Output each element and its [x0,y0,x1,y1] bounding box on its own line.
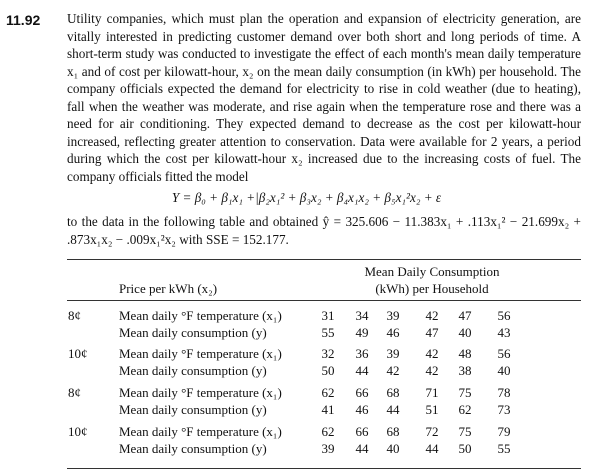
fit-text: to the data in the following table and obtained ŷ = 325.606 − 11.383x₁ + .113x₁² − 21.699x₂ + .873x₁x₂ − .009x₁²x₂ with SSE = 152.177. [67,214,581,247]
temperature-value: 32 [321,346,335,361]
problem-text: Utility companies, which must plan the operation and expansion of electricity generation, are vitally interested in predicting customer demand over both short and long periods of time. A short-term study was conducted to investigate the effect of each month's mean daily temperature x₁ and of cost per kilowatt-hour, x₂ on the mean daily consumption (in kWh) per household. The company officials expected the demand for electricity to rise in cold weather (due to heating), fall when the weather was moderate, and rise again when the temperature rose and there was a need for air conditioning. They expected demand to decrease as the cost per kilowatt-hour increased, reflecting greater attention to conservation. Data were available for 2 years, a period during which the cost per kilowatt-hour x₂ increased due to the increasing costs of fuel. The company officials fitted the model [67,11,581,184]
temperature-value: 42 [425,346,439,361]
consumption-value: 46 [386,325,400,340]
consumption-value: 38 [458,363,472,378]
temperature-value: 66 [355,424,369,439]
temperature-value: 56 [497,346,511,361]
consumption-value: 55 [321,325,335,340]
consumption-value: 42 [425,363,439,378]
consumption-value: 50 [458,441,472,456]
consumption-value: 47 [425,325,439,340]
model-equation: Y = β₀ + β₁x₁ +|β₂x₁² + β₃x₂ + β₄x₁x₂ + β₅x₁²x₂ + ε [171,190,442,205]
consumption-value: 49 [355,325,369,340]
consumption-label: Mean daily consumption (y) [119,325,267,340]
temperature-label: Mean daily °F temperature (x₁) [119,385,282,400]
temperature-value: 75 [458,385,472,400]
consumption-value: 44 [386,402,400,417]
consumption-value: 46 [355,402,369,417]
temperature-value: 68 [386,385,400,400]
price-label: 8¢ [68,385,81,400]
consumption-label: Mean daily consumption (y) [119,363,267,378]
temperature-label: Mean daily °F temperature (x₁) [119,424,282,439]
table-header-rule [67,300,581,301]
temperature-value: 78 [497,385,511,400]
temperature-value: 66 [355,385,369,400]
consumption-label: Mean daily consumption (y) [119,402,267,417]
consumption-value: 44 [355,363,369,378]
header-line-1: Mean Daily Consumption [364,264,500,279]
consumption-value: 62 [458,402,472,417]
consumption-value: 44 [425,441,439,456]
price-label: 10¢ [68,346,88,361]
temperature-value: 75 [458,424,472,439]
consumption-value: 39 [321,441,335,456]
temperature-value: 47 [458,308,472,323]
exercise-number: 11.92 [6,12,41,28]
consumption-value: 50 [321,363,335,378]
consumption-value: 42 [386,363,400,378]
price-label: 10¢ [68,424,88,439]
temperature-value: 42 [425,308,439,323]
temperature-value: 39 [386,346,400,361]
consumption-value: 51 [425,402,439,417]
temperature-value: 68 [386,424,400,439]
temperature-value: 71 [425,385,439,400]
consumption-value: 73 [497,402,511,417]
temperature-value: 72 [425,424,439,439]
consumption-value: 43 [497,325,511,340]
table-header-price: Price per kWh (x₂) [119,281,218,296]
temperature-value: 48 [458,346,472,361]
consumption-value: 40 [386,441,400,456]
consumption-value: 41 [321,402,335,417]
temperature-value: 36 [355,346,369,361]
consumption-value: 40 [458,325,472,340]
table-header-consumption [358,263,506,297]
temperature-value: 62 [321,424,335,439]
temperature-value: 39 [386,308,400,323]
temperature-value: 31 [321,308,335,323]
temperature-value: 79 [497,424,511,439]
temperature-value: 62 [321,385,335,400]
temperature-value: 34 [355,308,369,323]
consumption-label: Mean daily consumption (y) [119,441,267,456]
header-line-2: (kWh) per Household [375,281,489,296]
temperature-label: Mean daily °F temperature (x₁) [119,308,282,323]
consumption-value: 40 [497,363,511,378]
temperature-label: Mean daily °F temperature (x₁) [119,346,282,361]
temperature-value: 56 [497,308,511,323]
consumption-value: 44 [355,441,369,456]
table-bottom-rule [67,468,581,469]
table-top-rule [67,259,581,260]
consumption-value: 55 [497,441,511,456]
price-label: 8¢ [68,308,81,323]
